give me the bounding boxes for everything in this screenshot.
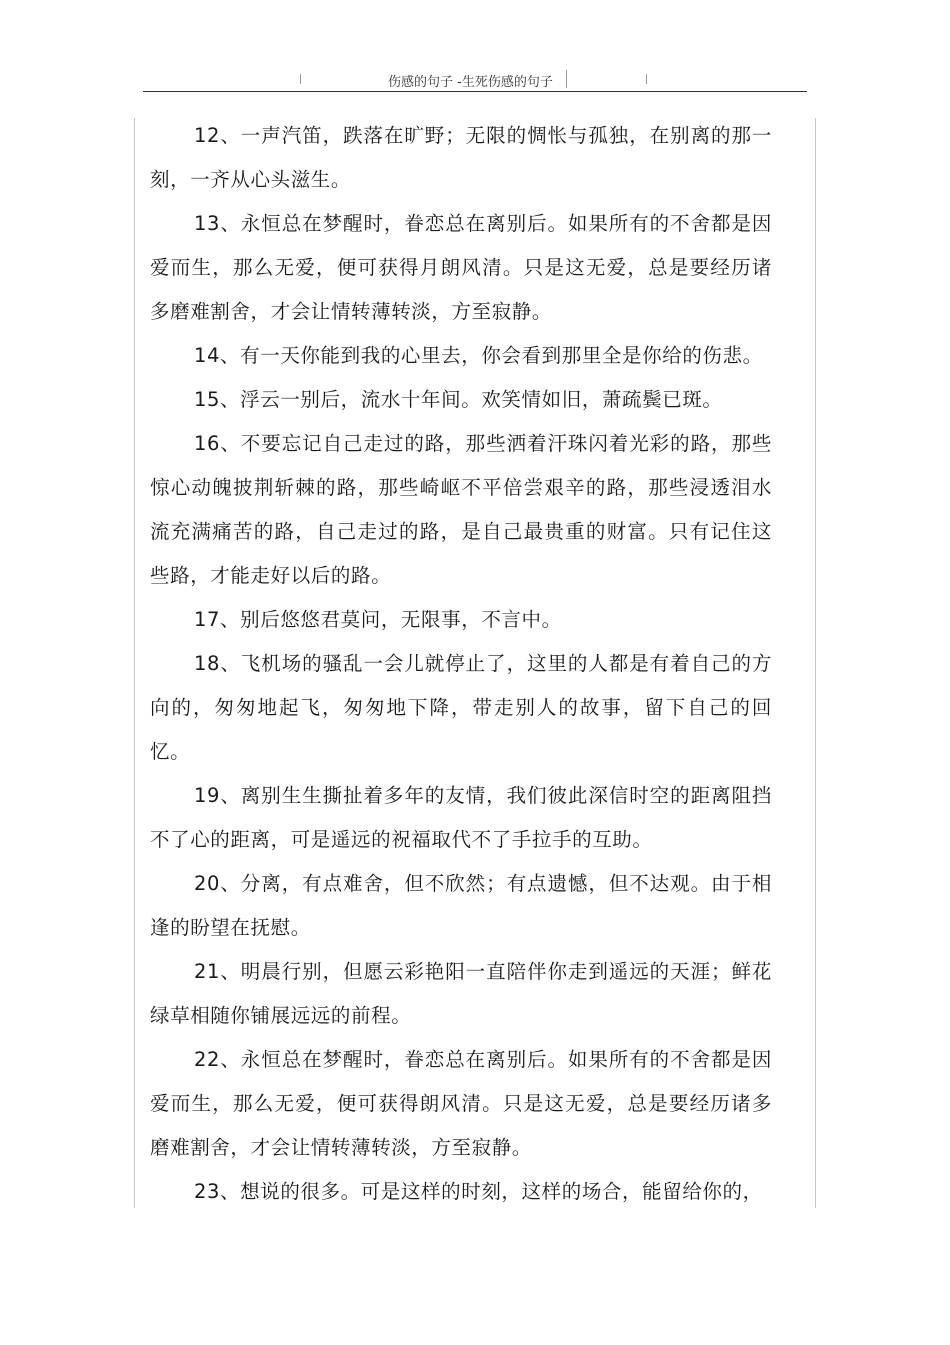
document-body xyxy=(150,114,772,1214)
paragraph-21: 21、明晨行别，但愿云彩艳阳一直陪伴你走到遥远的天涯；鲜花绿草相随你铺展远远的前程。 xyxy=(150,960,772,1027)
paragraph-13: 13、永恒总在梦醒时，眷恋总在离别后。如果所有的不舍都是因爱而生，那么无爱，便可获得月朗风清。只是这无爱，总是要经历诸多磨难割舍，才会让情转薄转淡，方至寂静。 xyxy=(150,212,772,323)
header-tick-right xyxy=(646,74,647,84)
header-tick-mid xyxy=(566,70,567,88)
paragraph-19: 19、离别生生撕扯着多年的友情，我们彼此深信时空的距离阻挡不了心的距离，可是遥远的祝福取代不了手拉手的互助。 xyxy=(150,784,772,851)
page-header xyxy=(143,66,807,92)
paragraph-18: 18、飞机场的骚乱一会儿就停止了，这里的人都是有着自己的方向的，匆匆地起飞，匆匆地下降，带走别人的故事，留下自己的回忆。 xyxy=(150,652,772,763)
paragraph-20: 20、分离，有点难舍，但不欣然；有点遗憾，但不达观。由于相逢的盼望在抚慰。 xyxy=(150,872,772,939)
paragraph-17: 17、别后悠悠君莫问，无限事，不言中。 xyxy=(194,608,562,631)
header-rule xyxy=(143,91,807,92)
header-tick-left xyxy=(300,74,301,84)
paragraph-16: 16、不要忘记自己走过的路，那些洒着汗珠闪着光彩的路，那些惊心动魄披荆斩棘的路，那些崎岖不平倍尝艰辛的路，那些浸透泪水流充满痛苦的路，自己走过的路，是自己最贵重的财富。只有记住这些路，才能走好以后的路。 xyxy=(150,432,772,587)
left-margin-line xyxy=(134,118,135,1208)
header-title: 伤感的句子 -生死伤感的句子 xyxy=(388,75,553,90)
paragraph-15: 15、浮云一别后，流水十年间。欢笑情如旧，萧疏鬓已斑。 xyxy=(194,388,723,411)
paragraph-23: 23、想说的很多。可是这样的时刻，这样的场合，能留给你的， xyxy=(194,1180,763,1203)
paragraph-12: 12、一声汽笛，跌落在旷野；无限的惆怅与孤独，在别离的那一刻，一齐从心头滋生。 xyxy=(150,124,772,191)
paragraph-14: 14、有一天你能到我的心里去，你会看到那里全是你给的伤悲。 xyxy=(194,344,763,367)
paragraph-22: 22、永恒总在梦醒时，眷恋总在离别后。如果所有的不舍都是因爱而生，那么无爱，便可获得朗风清。只是这无爱，总是要经历诸多磨难割舍，才会让情转薄转淡，方至寂静。 xyxy=(150,1048,772,1159)
right-margin-line xyxy=(815,118,816,1208)
